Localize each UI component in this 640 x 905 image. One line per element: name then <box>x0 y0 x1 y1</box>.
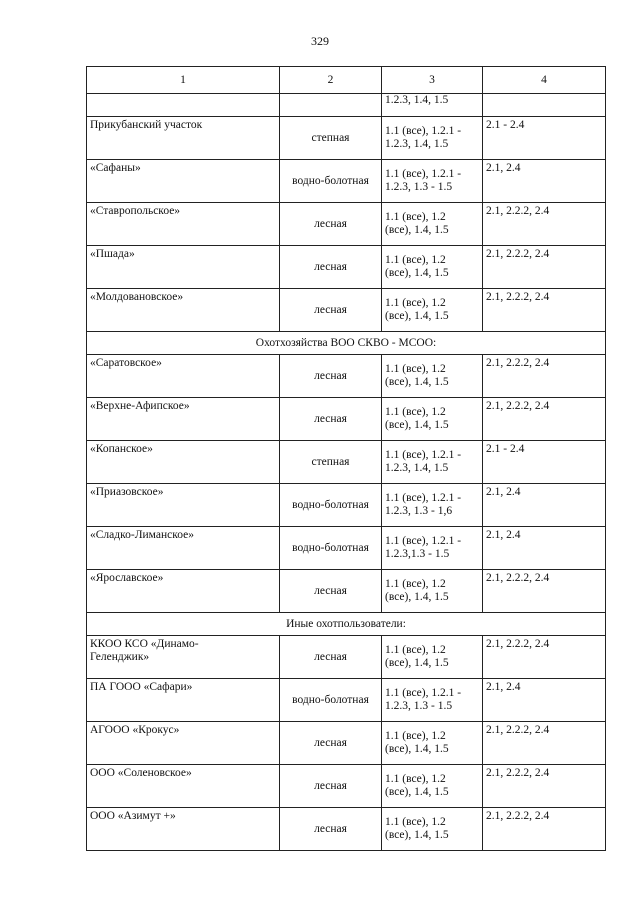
hunting-ground-name: АГООО «Крокус» <box>87 722 280 765</box>
section-row-other-users <box>87 613 606 636</box>
species-codes: 2.1, 2.4 <box>483 527 606 570</box>
hunting-grounds-table <box>86 66 606 851</box>
species-codes: 2.1, 2.2.2, 2.4 <box>483 246 606 289</box>
category-codes: 1.1 (все), 1.2 (все), 1.4, 1.5 <box>382 246 483 289</box>
species-codes: 2.1, 2.4 <box>483 679 606 722</box>
species-codes: 2.1, 2.2.2, 2.4 <box>483 765 606 808</box>
header-cell-1: 1 <box>87 67 280 94</box>
species-codes: 2.1, 2.2.2, 2.4 <box>483 289 606 332</box>
ground-type: степная <box>280 441 382 484</box>
hunting-ground-name: ККОО КСО «Динамо- Геленджик» <box>87 636 280 679</box>
hunting-ground-name: «Пшада» <box>87 246 280 289</box>
hunting-ground-name: «Ставропольское» <box>87 203 280 246</box>
hunting-ground-name: «Сафаны» <box>87 160 280 203</box>
table-row <box>87 679 606 722</box>
category-codes: 1.1 (все), 1.2 (все), 1.4, 1.5 <box>382 808 483 851</box>
ground-type: степная <box>280 117 382 160</box>
category-codes: 1.1 (все), 1.2.1 - 1.2.3,1.3 - 1.5 <box>382 527 483 570</box>
table-row <box>87 527 606 570</box>
category-codes: 1.1 (все), 1.2 (все), 1.4, 1.5 <box>382 289 483 332</box>
category-codes: 1.1 (все), 1.2.1 - 1.2.3, 1.3 - 1.5 <box>382 160 483 203</box>
category-codes: 1.1 (все), 1.2 (все), 1.4, 1.5 <box>382 398 483 441</box>
table-row <box>87 484 606 527</box>
species-codes: 2.1 - 2.4 <box>483 441 606 484</box>
category-codes: 1.1 (все), 1.2 (все), 1.4, 1.5 <box>382 722 483 765</box>
continuation-cell-2 <box>280 94 382 117</box>
ground-type: водно-болотная <box>280 527 382 570</box>
species-codes: 2.1, 2.4 <box>483 484 606 527</box>
table-row <box>87 289 606 332</box>
hunting-ground-name: «Верхне-Афипское» <box>87 398 280 441</box>
table-row <box>87 160 606 203</box>
ground-type: водно-болотная <box>280 679 382 722</box>
category-codes: 1.1 (все), 1.2.1 - 1.2.3, 1.4, 1.5 <box>382 117 483 160</box>
ground-type: лесная <box>280 808 382 851</box>
species-codes: 2.1, 2.2.2, 2.4 <box>483 722 606 765</box>
hunting-ground-name: ПА ГООО «Сафари» <box>87 679 280 722</box>
ground-type: лесная <box>280 765 382 808</box>
category-codes: 1.1 (все), 1.2.1 - 1.2.3, 1.3 - 1.5 <box>382 679 483 722</box>
ground-type: лесная <box>280 355 382 398</box>
continuation-cell-4 <box>483 94 606 117</box>
species-codes: 2.1, 2.4 <box>483 160 606 203</box>
species-codes: 2.1, 2.2.2, 2.4 <box>483 570 606 613</box>
table-row <box>87 570 606 613</box>
continuation-cell-3: 1.2.3, 1.4, 1.5 <box>382 94 483 117</box>
hunting-ground-name: «Ярославское» <box>87 570 280 613</box>
section-row-voo-skvo-title: Охотхозяйства ВОО СКВО - МСОО: <box>87 332 606 355</box>
table-row <box>87 765 606 808</box>
category-codes: 1.1 (все), 1.2 (все), 1.4, 1.5 <box>382 203 483 246</box>
continuation-row <box>87 94 606 117</box>
hunting-ground-name: «Саратовское» <box>87 355 280 398</box>
category-codes: 1.1 (все), 1.2 (все), 1.4, 1.5 <box>382 570 483 613</box>
hunting-ground-name: «Молдовановское» <box>87 289 280 332</box>
hunting-ground-name: ООО «Соленовское» <box>87 765 280 808</box>
species-codes: 2.1, 2.2.2, 2.4 <box>483 203 606 246</box>
table-row <box>87 722 606 765</box>
species-codes: 2.1, 2.2.2, 2.4 <box>483 636 606 679</box>
table-row <box>87 355 606 398</box>
table-row <box>87 117 606 160</box>
header-cell-4: 4 <box>483 67 606 94</box>
page-number: 329 <box>311 34 329 48</box>
species-codes: 2.1, 2.2.2, 2.4 <box>483 808 606 851</box>
ground-type: лесная <box>280 570 382 613</box>
ground-type: лесная <box>280 289 382 332</box>
header-cell-2: 2 <box>280 67 382 94</box>
hunting-ground-name: «Приазовское» <box>87 484 280 527</box>
ground-type: лесная <box>280 203 382 246</box>
species-codes: 2.1, 2.2.2, 2.4 <box>483 398 606 441</box>
ground-type: лесная <box>280 636 382 679</box>
hunting-ground-name: ООО «Азимут +» <box>87 808 280 851</box>
category-codes: 1.1 (все), 1.2 (все), 1.4, 1.5 <box>382 636 483 679</box>
header-cell-3: 3 <box>382 67 483 94</box>
ground-type: лесная <box>280 398 382 441</box>
hunting-ground-name: «Копанское» <box>87 441 280 484</box>
table-row <box>87 246 606 289</box>
table-row <box>87 441 606 484</box>
table-row <box>87 636 606 679</box>
ground-type: водно-болотная <box>280 484 382 527</box>
continuation-cell-1 <box>87 94 280 117</box>
ground-type: водно-болотная <box>280 160 382 203</box>
section-row-voo-skvo <box>87 332 606 355</box>
hunting-ground-name: «Сладко-Лиманское» <box>87 527 280 570</box>
category-codes: 1.1 (все), 1.2 (все), 1.4, 1.5 <box>382 765 483 808</box>
category-codes: 1.1 (все), 1.2.1 - 1.2.3, 1.4, 1.5 <box>382 441 483 484</box>
ground-type: лесная <box>280 246 382 289</box>
ground-type: лесная <box>280 722 382 765</box>
header-row <box>87 67 606 94</box>
table-row <box>87 808 606 851</box>
species-codes: 2.1, 2.2.2, 2.4 <box>483 355 606 398</box>
category-codes: 1.1 (все), 1.2 (все), 1.4, 1.5 <box>382 355 483 398</box>
hunting-ground-name: Прикубанский участок <box>87 117 280 160</box>
table-row <box>87 203 606 246</box>
section-row-other-users-title: Иные охотпользователи: <box>87 613 606 636</box>
table-row <box>87 398 606 441</box>
category-codes: 1.1 (все), 1.2.1 - 1.2.3, 1.3 - 1,6 <box>382 484 483 527</box>
species-codes: 2.1 - 2.4 <box>483 117 606 160</box>
